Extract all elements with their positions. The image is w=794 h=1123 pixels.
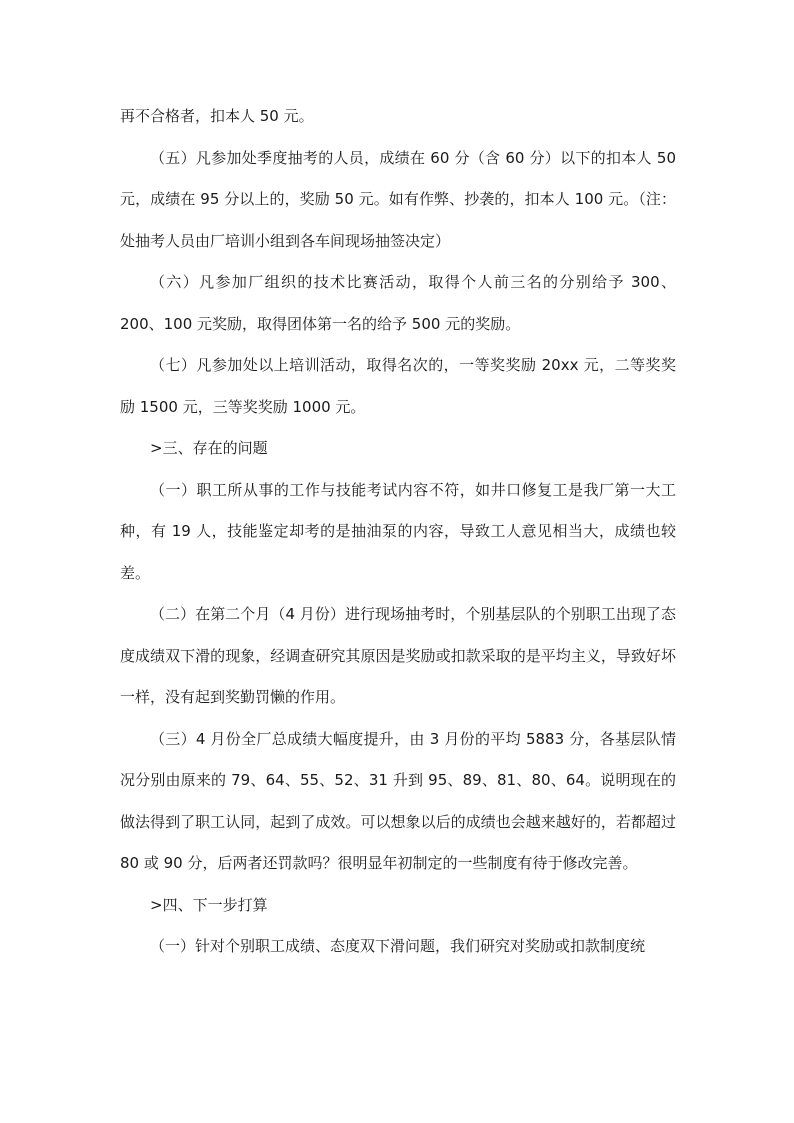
document-body — [120, 96, 676, 968]
section-heading-next-steps: >四、下一步打算 — [150, 895, 268, 914]
paragraph-problem-2: （二）在第二个月（4 月份）进行现场抽考时，个别基层队的个别职工出现了态度成绩双下滑的现象，经调查研究其原因是奖励或扣款采取的是平均主义，导致好坏一样，没有起到奖勤罚懒的作用。 — [120, 605, 676, 706]
paragraph-item-6: （六）凡参加厂组织的技术比赛活动，取得个人前三名的分别给予 300、200、100 元奖励，取得团体第一名的给予 500 元的奖励。 — [120, 273, 676, 333]
paragraph-problem-3: （三）4 月份全厂总成绩大幅度提升，由 3 月份的平均 5883 分，各基层队情况分别由原来的 79、64、55、52、31 升到 95、89、81、80、64。说明现在的做法得到了职工认同，起到了成效。可以想象以后的成绩也会越来越好的，若都超过 80 或 90 分，后两者还罚款吗？很明显年初制定的一些制度有待于修改完善。 — [120, 729, 676, 872]
paragraph-item-7: （七）凡参加处以上培训活动，取得名次的，一等奖奖励 20xx 元，二等奖奖励 1500 元，三等奖奖励 1000 元。 — [120, 356, 676, 416]
paragraph-plan-1: （一）针对个别职工成绩、态度双下滑问题，我们研究对奖励或扣款制度统 — [150, 937, 646, 955]
paragraph-continuation: 再不合格者，扣本人 50 元。 — [120, 107, 314, 125]
paragraph-problem-1: （一）职工所从事的工作与技能考试内容不符，如井口修复工是我厂第一大工种，有 19 人，技能鉴定却考的是抽油泵的内容，导致工人意见相当大，成绩也较差。 — [120, 480, 676, 582]
paragraph-item-5: （五）凡参加处季度抽考的人员，成绩在 60 分（含 60 分）以下的扣本人 50 元，成绩在 95 分以上的，奖励 50 元。如有作弊、抄袭的，扣本人 100 元。（注：处抽考人员由厂培训小组到各车间现场抽签决定） — [120, 148, 676, 250]
section-heading-problems: >三、存在的问题 — [150, 439, 268, 457]
